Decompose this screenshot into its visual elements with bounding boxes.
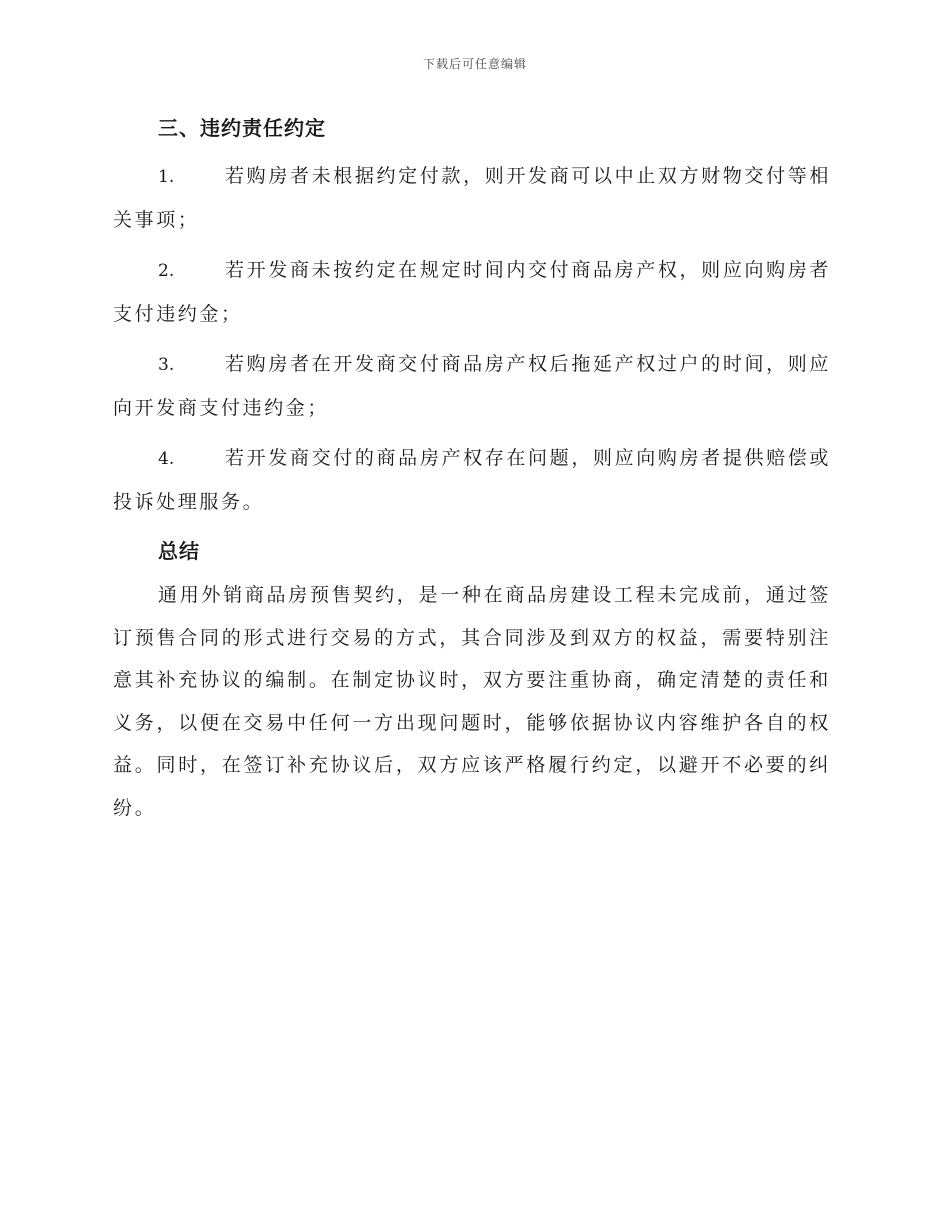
list-item [113,249,831,336]
list-item [113,437,831,524]
section-heading-breach-liability: 三、违约责任约定 [158,116,326,140]
list-item-text: 若开发商未按约定在规定时间内交付商品房产权，则应向购房者支付违约金； [113,259,831,325]
header-note: 下载后可任意编辑 [422,57,527,71]
list-item [113,343,831,430]
summary-paragraph: 通用外销商品房预售契约，是一种在商品房建设工程未完成前，通过签订预售合同的形式进行交易的方式，其合同涉及到双方的权益，需要特别注意其补充协议的编制。在制定协议时，双方要注重协商，确定清楚的责任和义务，以便在交易中任何一方出现问题时，能够依据协议内容维护各自的权益。同时，在签订补充协议后，双方应该严格履行约定，以避开不必要的纠纷。 [113,584,831,819]
list-item-text: 若购房者未根据约定付款，则开发商可以中止双方财物交付等相关事项； [113,165,831,231]
section-heading-summary: 总结 [158,539,200,563]
document-body [113,108,831,829]
list-item-number: 3. [158,355,175,375]
list-item-number: 1. [158,167,175,187]
list-item-text: 若购房者在开发商交付商品房产权后拖延产权过户的时间，则应向开发商支付违约金； [113,353,831,419]
list-item-number: 2. [158,261,175,281]
list-item-text: 若开发商交付的商品房产权存在问题，则应向购房者提供赔偿或投诉处理服务。 [113,447,831,513]
list-item [113,155,831,242]
list-item-number: 4. [158,449,175,469]
